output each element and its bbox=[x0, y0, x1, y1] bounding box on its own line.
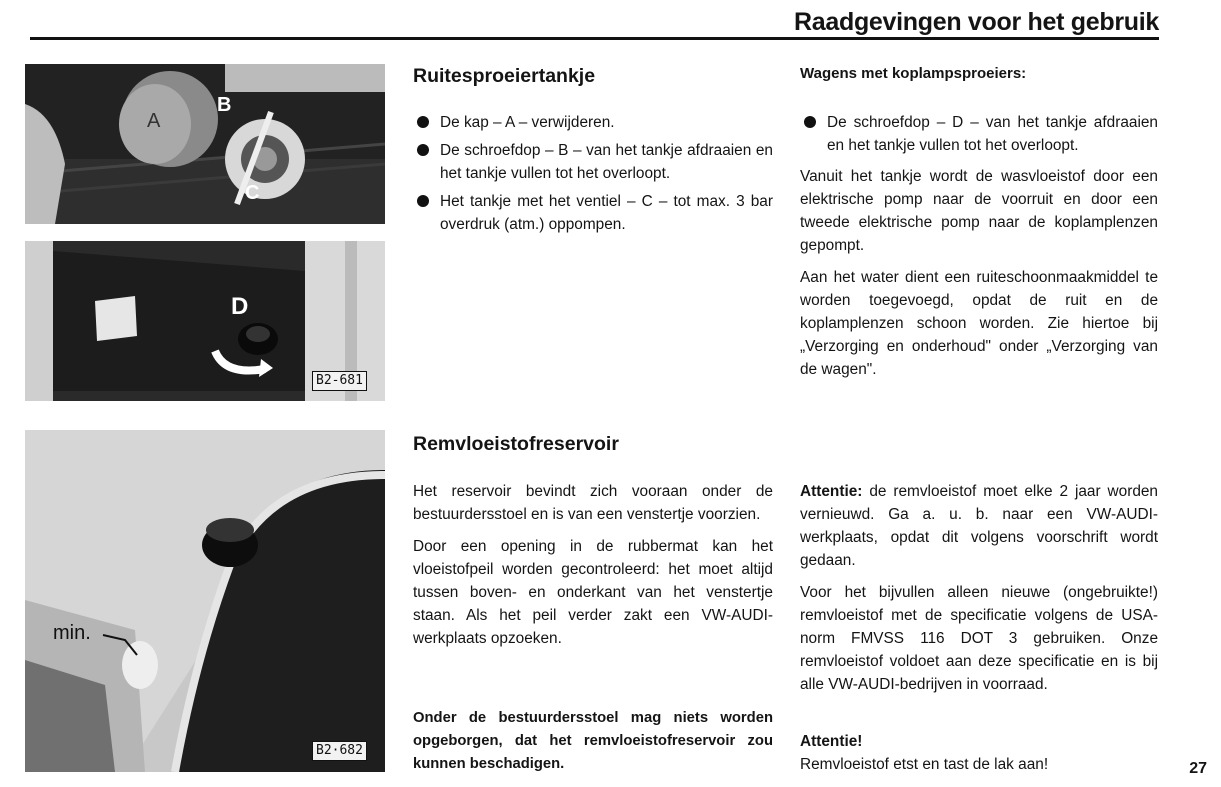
photo-brake-fluid-reservoir bbox=[25, 430, 385, 772]
figure-code-b2-682: B2·682 bbox=[312, 741, 367, 761]
brake-fluid-attention-text bbox=[800, 480, 1158, 705]
bullet-text: De schroefdop – B – van het tankje afdraaien en het tankje vullen tot het overloopt. bbox=[440, 142, 773, 182]
bullet-item bbox=[413, 190, 773, 236]
page-number: 27 bbox=[1189, 760, 1207, 777]
bullet-text: De kap – A – verwijderen. bbox=[440, 114, 615, 131]
figure-code-b2-681: B2-681 bbox=[312, 371, 367, 391]
label-c: C bbox=[245, 182, 260, 204]
bullet-item bbox=[413, 139, 773, 185]
header-rule bbox=[30, 37, 1159, 40]
label-min: min. bbox=[53, 622, 91, 644]
attention-paragraph bbox=[800, 480, 1158, 572]
label-b: B bbox=[217, 94, 232, 116]
bullet-icon bbox=[804, 116, 816, 128]
label-a: A bbox=[147, 110, 161, 132]
photo-headlamp-washer-tank bbox=[25, 241, 385, 401]
attention-label: Attentie: bbox=[800, 483, 863, 500]
attention-text: Remvloeistof etst en tast de lak aan! bbox=[800, 756, 1049, 773]
bullet-text: De schroefdop – D – van het tankje afdraaien en het tankje vullen tot het overloopt. bbox=[827, 114, 1158, 154]
bullet-item bbox=[413, 111, 773, 134]
bullet-icon bbox=[417, 116, 429, 128]
headlamp-washer-text bbox=[800, 111, 1158, 390]
paragraph: Aan het water dient een ruiteschoonmaakmiddel te worden toegevoegd, opdat de ruit en de koplamplenzen schoon worden. Zie hiertoe bij „Verzorging en onderhoud" onder „Verzorging van de wagen". bbox=[800, 269, 1158, 378]
brake-fluid-warning bbox=[800, 730, 1158, 776]
paragraph: Het reservoir bevindt zich vooraan onder de bestuurdersstoel en is van een venstertje voorzien. bbox=[413, 483, 773, 523]
page-header-title: Raadgevingen voor het gebruik bbox=[794, 8, 1159, 36]
section-title-headlamp-washers: Wagens met koplampsproeiers: bbox=[800, 65, 1027, 82]
section-title-brake-reservoir: Remvloeistofreservoir bbox=[413, 433, 619, 455]
storage-warning: Onder de bestuurdersstoel mag niets worden opgeborgen, dat het remvloeistofreservoir zou kunnen beschadigen. bbox=[413, 710, 773, 772]
photo-washer-tank-cap bbox=[25, 64, 385, 224]
section-title-washer-tank: Ruitesproeiertankje bbox=[413, 65, 596, 87]
bullet-icon bbox=[417, 144, 429, 156]
attention-label: Attentie! bbox=[800, 733, 863, 750]
attention-text: de remvloeistof moet elke 2 jaar worden vernieuwd. Ga a. u. b. naar een VW-AUDI-werkplaats, opdat dit volgens voorschrift wordt gedaan. bbox=[800, 483, 1158, 569]
paragraph: Door een opening in de rubbermat kan het vloeistofpeil worden gecontroleerd: het moet altijd tussen boven- en onderkant van het venstertje staan. Als het peil verder zakt een VW-AUDI-werkplaats opzoeken. bbox=[413, 538, 773, 647]
washer-tank-bullets bbox=[413, 111, 773, 241]
label-d: D bbox=[231, 293, 249, 320]
bullet-item bbox=[800, 111, 1158, 157]
paragraph: Vanuit het tankje wordt de wasvloeistof door een elektrische pomp naar de voorruit en door een tweede elektrische pomp naar de koplamplenzen gepompt. bbox=[800, 168, 1158, 254]
brake-reservoir-text bbox=[413, 480, 773, 659]
paragraph: Voor het bijvullen alleen nieuwe (ongebruikte!) remvloeistof met de specificatie volgens de USA-norm FMVSS 116 DOT 3 gebruiken. Onze remvloeistof voldoet aan deze specificatie en is bij alle VW-AUDI-bedrijven in voorraad. bbox=[800, 584, 1158, 693]
bullet-text: Het tankje met het ventiel – C – tot max. 3 bar overdruk (atm.) oppompen. bbox=[440, 193, 773, 233]
bullet-icon bbox=[417, 195, 429, 207]
